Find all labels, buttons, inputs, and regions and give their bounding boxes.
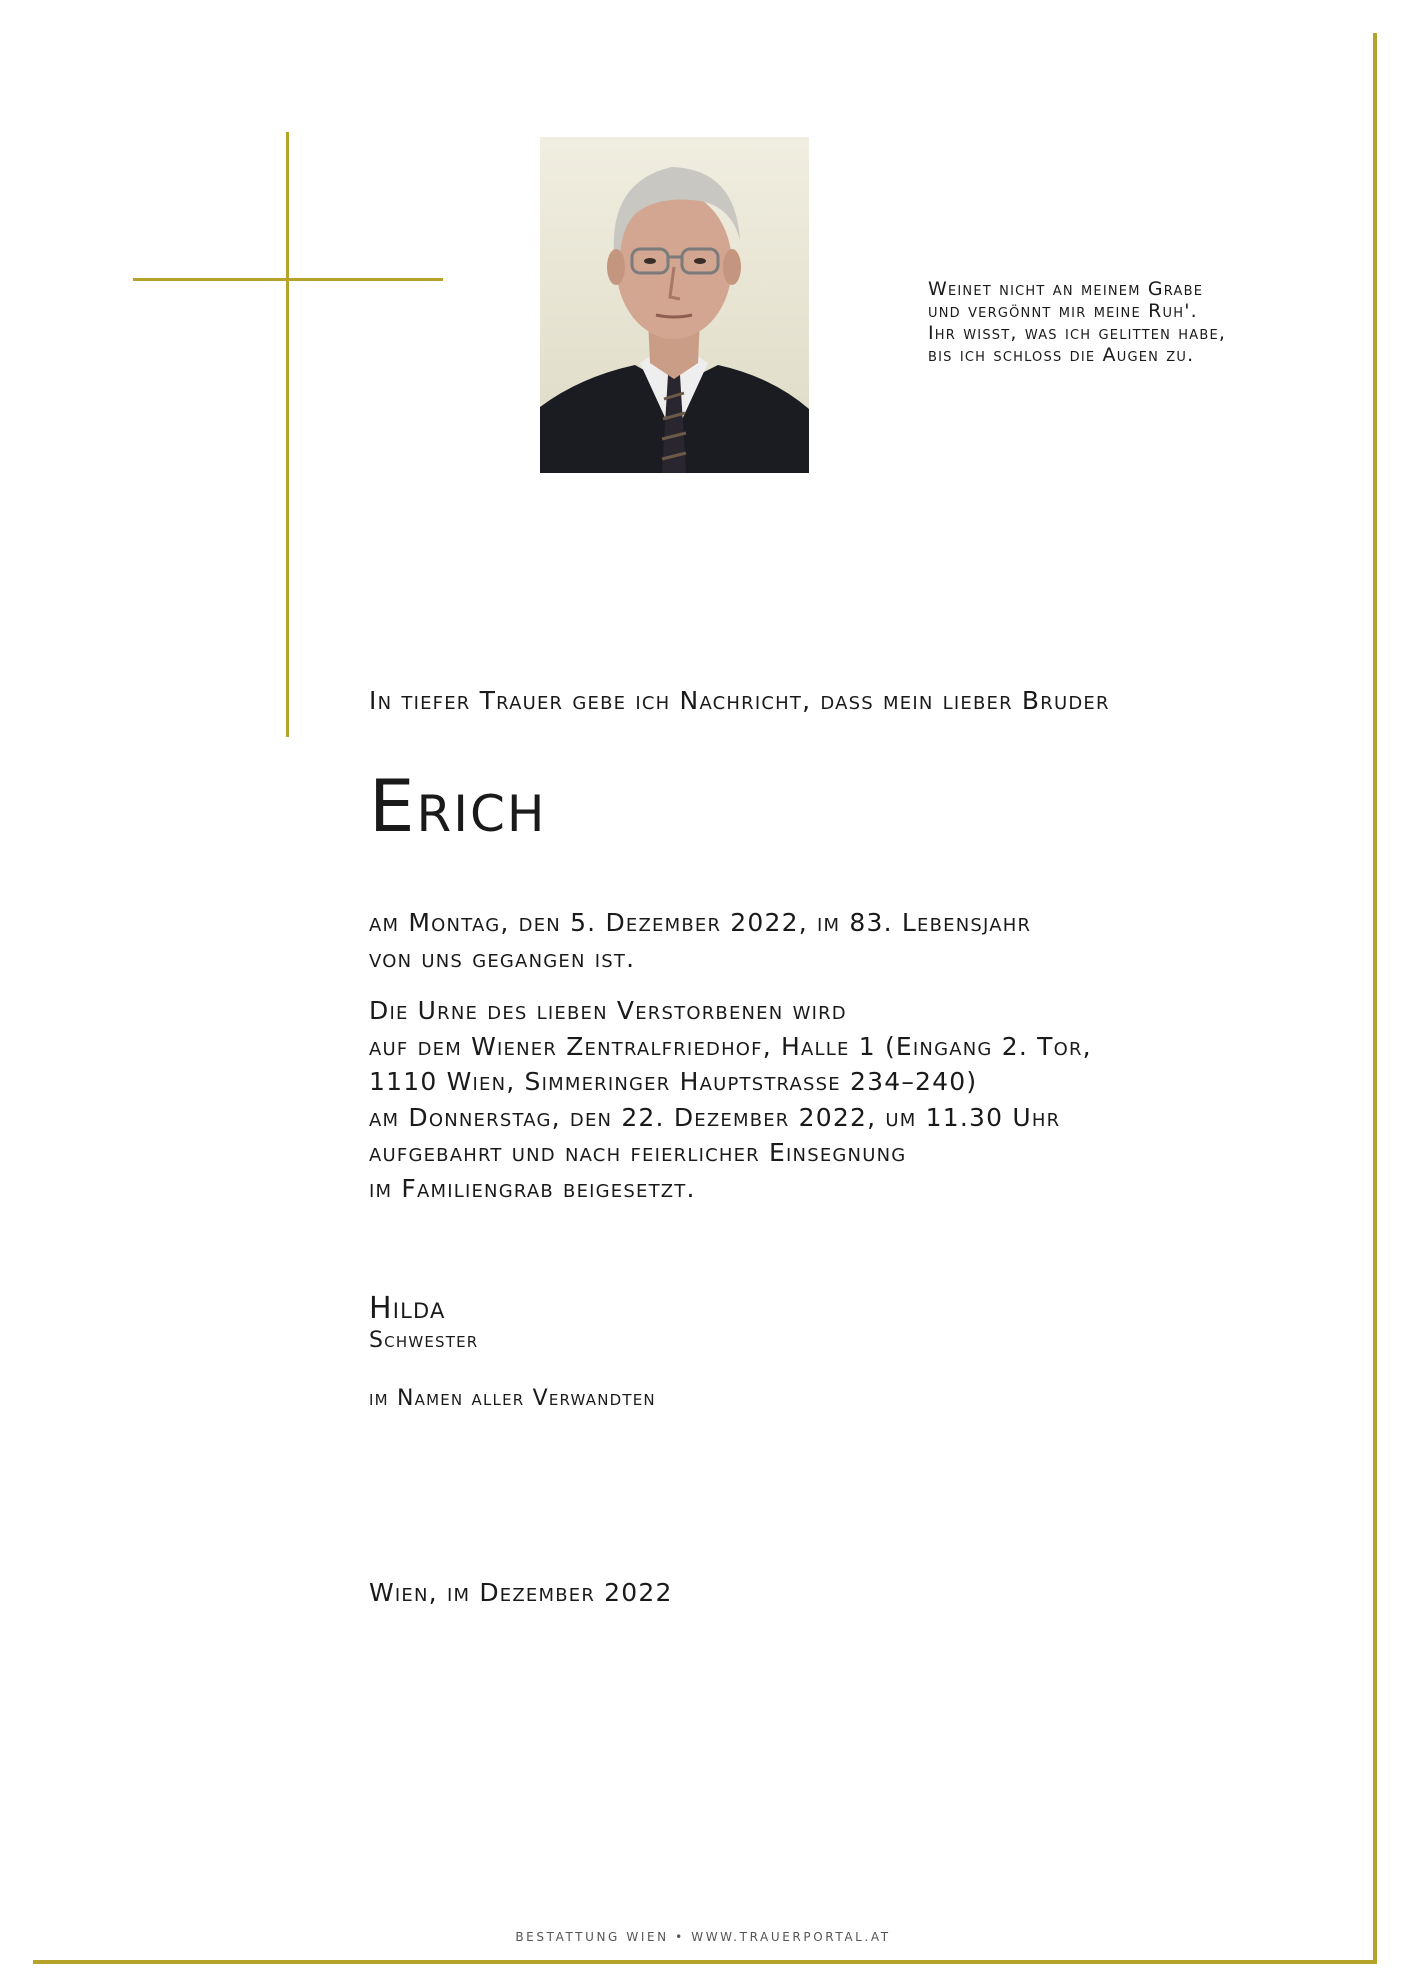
cross-vertical-bar <box>286 132 289 737</box>
cross-horizontal-bar <box>133 278 443 281</box>
poem-line: Weinet nicht an meinem Grabe <box>928 278 1204 300</box>
frame-border-right <box>1373 33 1377 1964</box>
mourner-name: Hilda <box>369 1291 446 1326</box>
intro-text: In tiefer Trauer gebe ich Nachricht, dass mein lieber Bruder <box>369 686 1110 715</box>
deceased-name: Erich <box>369 764 547 848</box>
relatives-note: im Namen aller Verwandten <box>369 1386 656 1411</box>
portrait-silhouette-icon <box>540 137 809 473</box>
funeral-line: Die Urne des lieben Verstorbenen wird <box>369 996 847 1025</box>
death-notice <box>369 905 1031 976</box>
poem-line: und vergönnt mir meine Ruh'. <box>928 300 1198 322</box>
funeral-line: im Familiengrab beigesetzt. <box>369 1173 696 1203</box>
poem-line: Ihr wisst, was ich gelitten habe, <box>928 322 1227 344</box>
frame-border-bottom <box>33 1960 1377 1964</box>
funeral-details <box>369 993 1092 1206</box>
portrait-photo <box>540 137 809 473</box>
place-and-date: Wien, im Dezember 2022 <box>369 1578 673 1607</box>
death-line: am Montag, den 5. Dezember 2022, im 83. Lebensjahr <box>369 908 1032 937</box>
funeral-line: 1110 Wien, Simmeringer Hauptstrasse 234–240) <box>369 1067 978 1096</box>
poem <box>928 278 1348 366</box>
mourner-relation: Schwester <box>369 1328 479 1353</box>
death-line: von uns gegangen ist. <box>369 943 636 973</box>
poem-line: bis ich schloss die Augen zu. <box>928 344 1195 366</box>
funeral-line: am Donnerstag, den 22. Dezember 2022, um 11.30 Uhr <box>369 1102 1061 1132</box>
footer-credit: BESTATTUNG WIEN • WWW.TRAUERPORTAL.AT <box>515 1930 891 1944</box>
funeral-line: auf dem Wiener Zentralfriedhof, Halle 1 (Eingang 2. Tor, <box>369 1031 1092 1061</box>
funeral-line: aufgebahrt und nach feierlicher Einsegnung <box>369 1138 907 1167</box>
